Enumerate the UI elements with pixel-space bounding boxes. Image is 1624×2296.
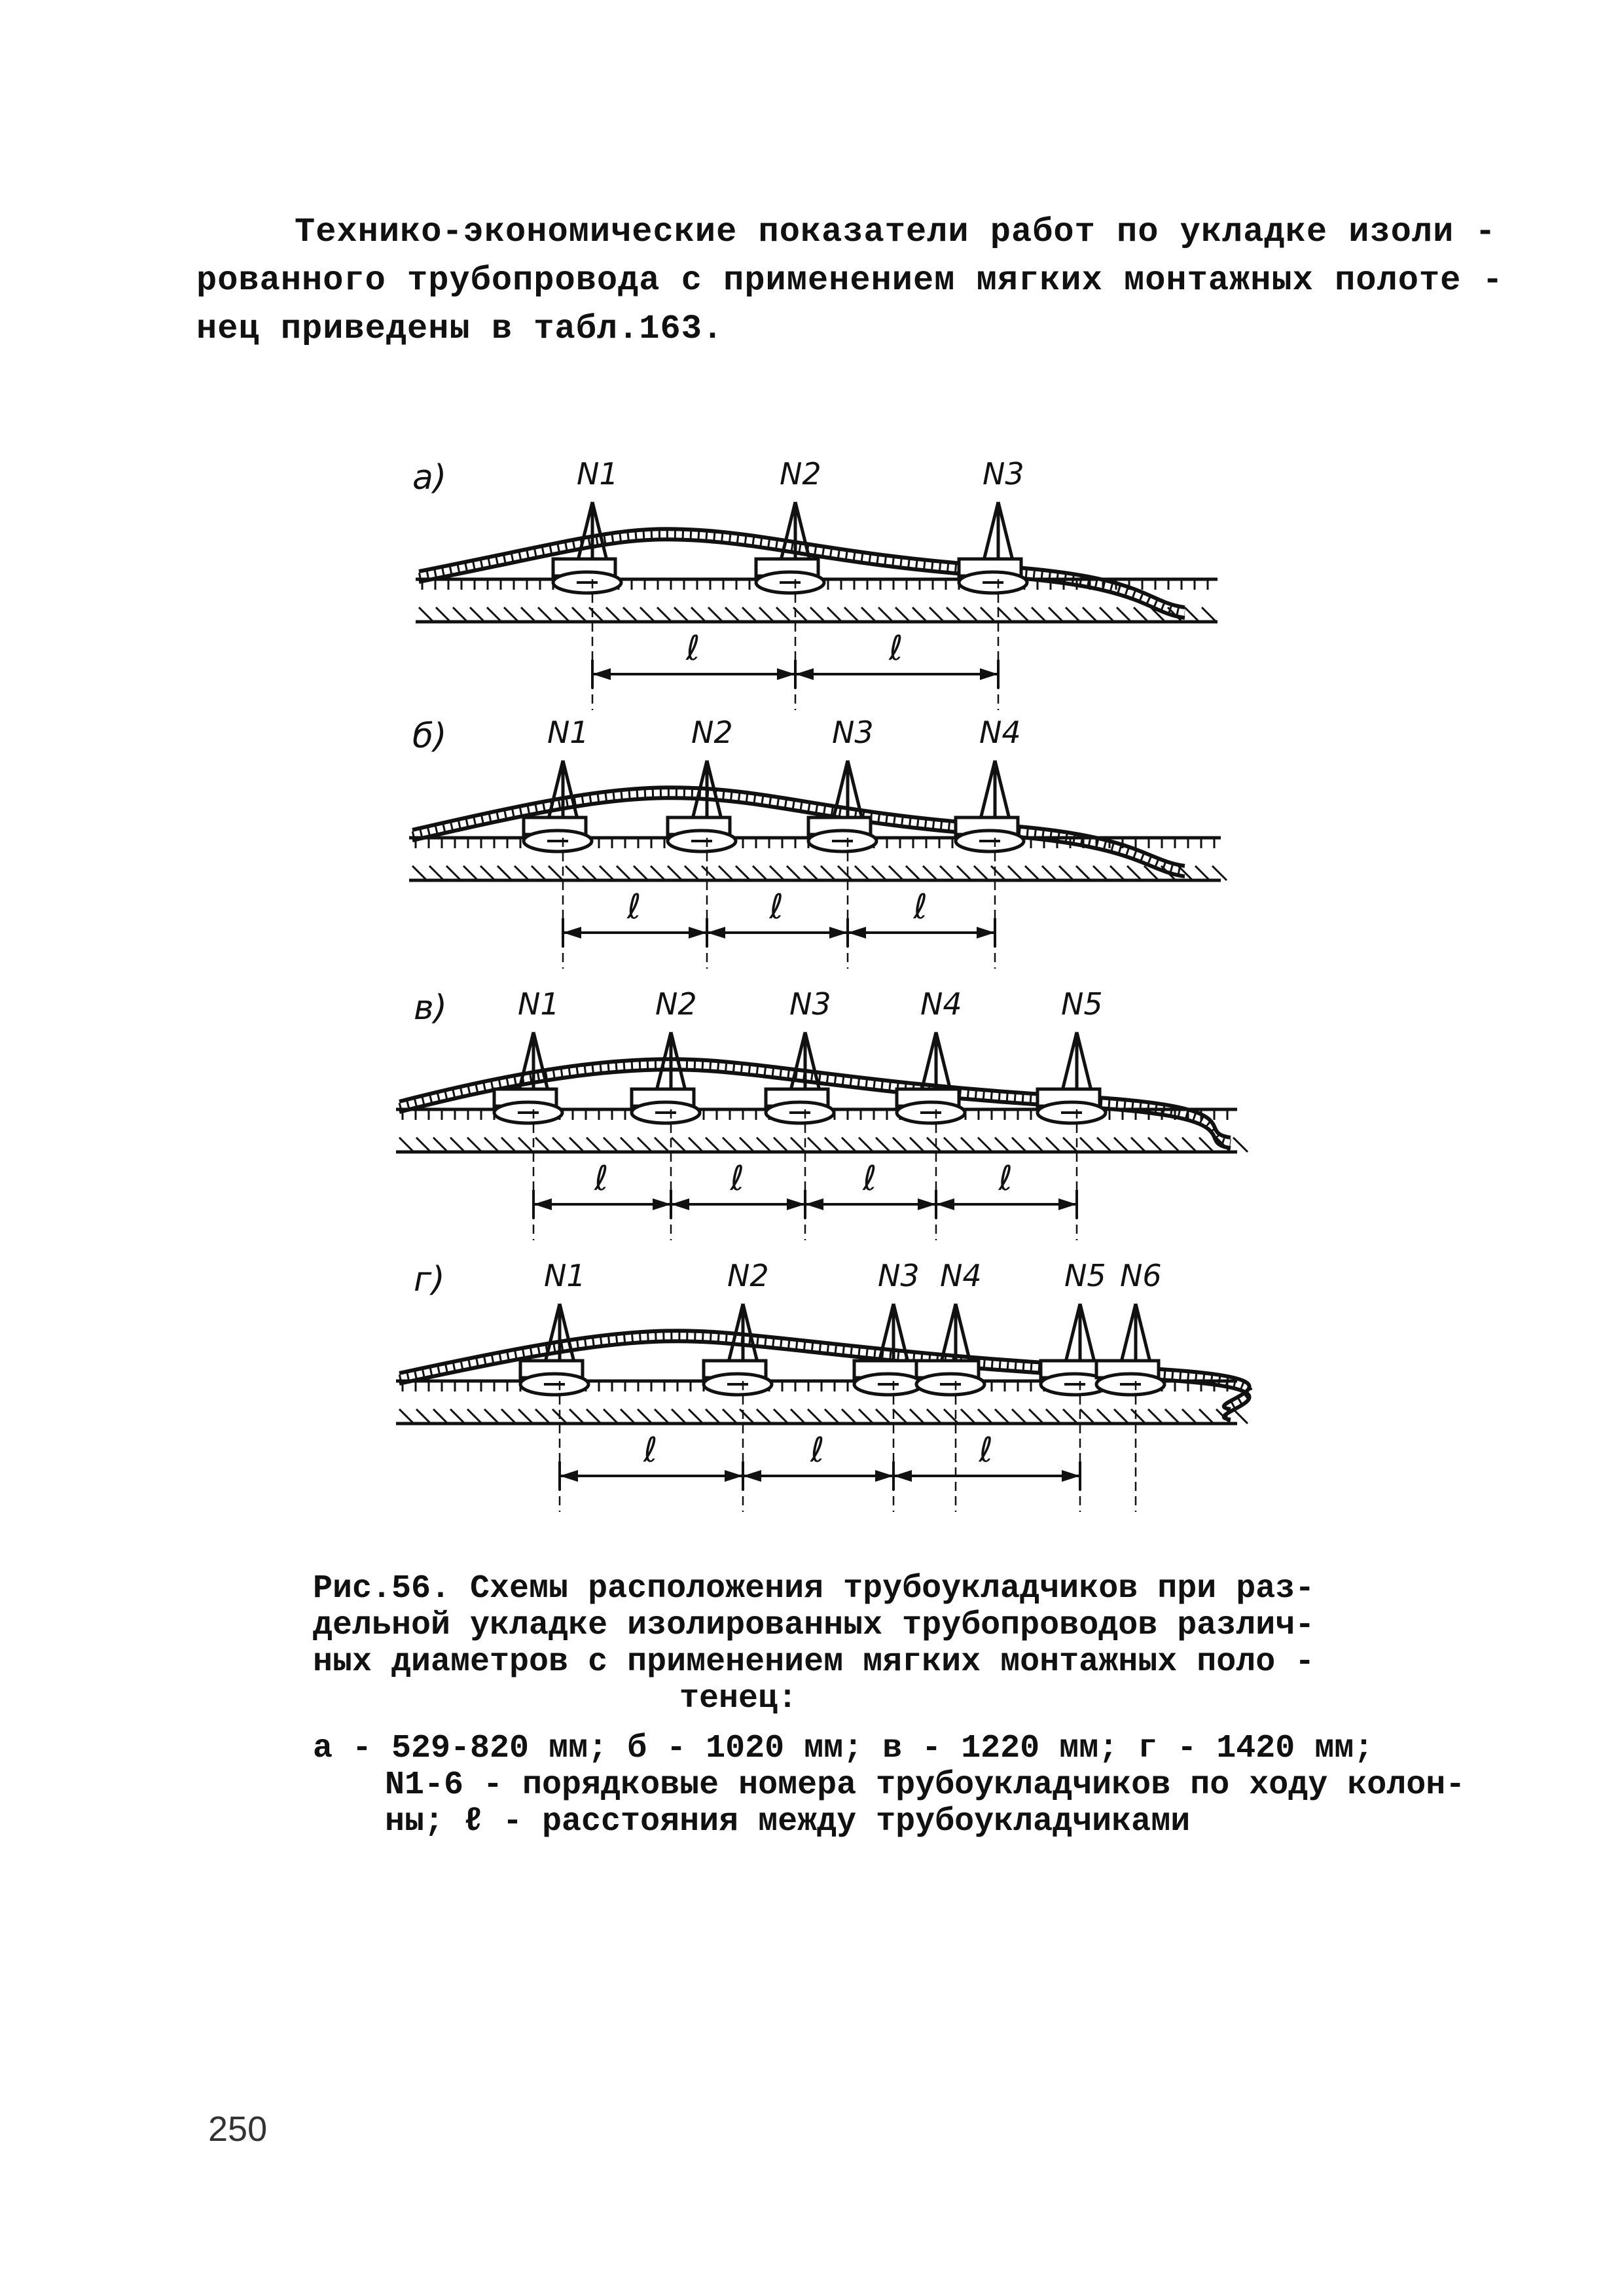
pipelayer <box>632 986 700 1240</box>
figure-caption <box>313 1570 1466 1840</box>
distance-label: ℓ <box>594 1159 609 1198</box>
pipelayer-number-label: N1 <box>544 1258 586 1293</box>
dimension-arrow <box>563 927 581 939</box>
dimension-arrow <box>653 1198 671 1210</box>
dimension-arrow <box>875 1470 893 1482</box>
pipelayer <box>956 715 1024 969</box>
dimension-arrow <box>560 1470 578 1482</box>
dimension-arrow <box>592 668 611 680</box>
dimension-arrow <box>671 1198 689 1210</box>
pipelayer <box>553 456 621 710</box>
pipelayer-number-label: N1 <box>577 456 619 492</box>
pipelayer <box>766 986 834 1240</box>
scheme-panel <box>409 715 1227 969</box>
dimension-arrow <box>980 668 998 680</box>
pipelayer-number-label: N3 <box>878 1258 920 1293</box>
pipelayer-boom <box>984 502 1013 563</box>
pipelayer-number-label: N2 <box>780 456 821 492</box>
caption-title-line: Рис.56. Схемы расположения трубоукладчиков при раз- <box>313 1570 1315 1607</box>
legend-line: а - 529-820 мм; б - 1020 мм; в - 1220 мм; г - 1420 мм; <box>313 1730 1374 1767</box>
caption-title-line: дельной укладке изолированных трубопроводов различ- <box>313 1607 1315 1644</box>
scheme-panel <box>396 986 1248 1240</box>
dimension-arrow <box>977 927 995 939</box>
pipelayer <box>668 715 736 969</box>
dimension-arrow <box>1062 1470 1080 1482</box>
pipelayer-number-label: N3 <box>832 715 874 750</box>
pipelayer-boom <box>1062 1032 1091 1093</box>
distance-label: ℓ <box>643 1431 658 1470</box>
distance-label: ℓ <box>627 888 641 927</box>
distance-label: ℓ <box>998 1159 1013 1198</box>
pipelayer-number-label: N3 <box>983 456 1024 492</box>
legend-line: ны; ℓ - расстояния между трубоукладчиками <box>385 1803 1191 1840</box>
intro-line: нец приведены в табл.163. <box>196 310 724 348</box>
legend-line: N1-6 - порядковые номера трубоукладчиков по ходу колон- <box>385 1767 1466 1804</box>
page-number: 250 <box>208 2109 268 2149</box>
pipelayer-boom <box>578 502 607 563</box>
pipelayer-number-label: N5 <box>1061 986 1103 1022</box>
dimension-arrow <box>787 1198 805 1210</box>
caption-title-line: тенец: <box>679 1680 798 1717</box>
pipelayer-number-label: N2 <box>727 1258 769 1293</box>
pipelayer-boom <box>879 1304 908 1365</box>
pipelayer-number-label: N2 <box>691 715 733 750</box>
intro-line: рованного трубопровода с применением мягких монтажных полоте - <box>196 261 1504 300</box>
intro-line: Технико-экономические показатели работ по укладке изоли - <box>295 213 1496 251</box>
dimension-arrow <box>893 1470 912 1482</box>
soil-hatching <box>419 607 1216 622</box>
distance-label: ℓ <box>979 1431 993 1470</box>
pipelayer-number-label: N4 <box>940 1258 982 1293</box>
panel-letter: г) <box>414 1260 445 1299</box>
dimension-arrow <box>936 1198 954 1210</box>
distance-label: ℓ <box>730 1159 744 1198</box>
pipelayer <box>916 1258 984 1512</box>
pipelayer-boom <box>981 761 1009 821</box>
distance-label: ℓ <box>810 1431 825 1470</box>
pipelayer-number-label: N4 <box>920 986 962 1022</box>
pipelayer <box>704 1258 772 1512</box>
pipelayer <box>1038 986 1106 1240</box>
dimension-arrow <box>777 668 795 680</box>
pipelayer-number-label: N2 <box>655 986 697 1022</box>
dimension-arrow <box>829 927 848 939</box>
soil-hatching <box>412 866 1227 880</box>
pipelayer-boom <box>657 1032 685 1093</box>
pipelayer <box>494 986 562 1240</box>
scheme-panel <box>412 456 1218 710</box>
dimension-arrow <box>848 927 866 939</box>
scheme-panel <box>396 1258 1250 1512</box>
dimension-arrow <box>533 1198 552 1210</box>
dimension-arrow <box>795 668 814 680</box>
distance-label: ℓ <box>913 888 928 927</box>
pipelayer <box>1096 1258 1164 1512</box>
panel-letter: б) <box>412 717 447 756</box>
dimension-arrow <box>743 1470 761 1482</box>
pipelayer <box>959 456 1027 710</box>
distance-label: ℓ <box>769 888 784 927</box>
pipelayer <box>854 1258 922 1512</box>
distance-label: ℓ <box>863 1159 877 1198</box>
caption-legend <box>313 1730 1466 1840</box>
pipelayer-number-label: N1 <box>547 715 589 750</box>
dimension-arrow <box>1058 1198 1077 1210</box>
pipelayer-number-label: N5 <box>1064 1258 1106 1293</box>
pipelayer <box>897 986 965 1240</box>
dimension-arrow <box>805 1198 823 1210</box>
pipelayer-number-label: N3 <box>789 986 831 1022</box>
pipelayer <box>756 456 824 710</box>
distance-label: ℓ <box>686 629 700 668</box>
soil-hatching <box>399 1409 1248 1424</box>
pipelayer-number-label: N1 <box>518 986 560 1022</box>
pipelayer <box>524 715 592 969</box>
pipelayer-boom <box>1066 1304 1094 1365</box>
panel-letter: а) <box>412 458 447 497</box>
dimension-arrow <box>707 927 725 939</box>
soil-hatching <box>399 1138 1248 1152</box>
caption-title-line: ных диаметров с применением мягких монтажных поло - <box>313 1643 1315 1681</box>
panel-letter: в) <box>414 988 447 1028</box>
pipelayer-boom <box>1121 1304 1150 1365</box>
pipelayer-boom <box>833 761 862 821</box>
dimension-arrow <box>918 1198 936 1210</box>
pipelayer-number-label: N4 <box>979 715 1021 750</box>
dimension-arrow <box>725 1470 743 1482</box>
pipelayer <box>808 715 876 969</box>
distance-label: ℓ <box>889 629 903 668</box>
pipelayer-number-label: N6 <box>1120 1258 1162 1293</box>
pipelayer <box>520 1258 588 1512</box>
dimension-arrow <box>689 927 707 939</box>
